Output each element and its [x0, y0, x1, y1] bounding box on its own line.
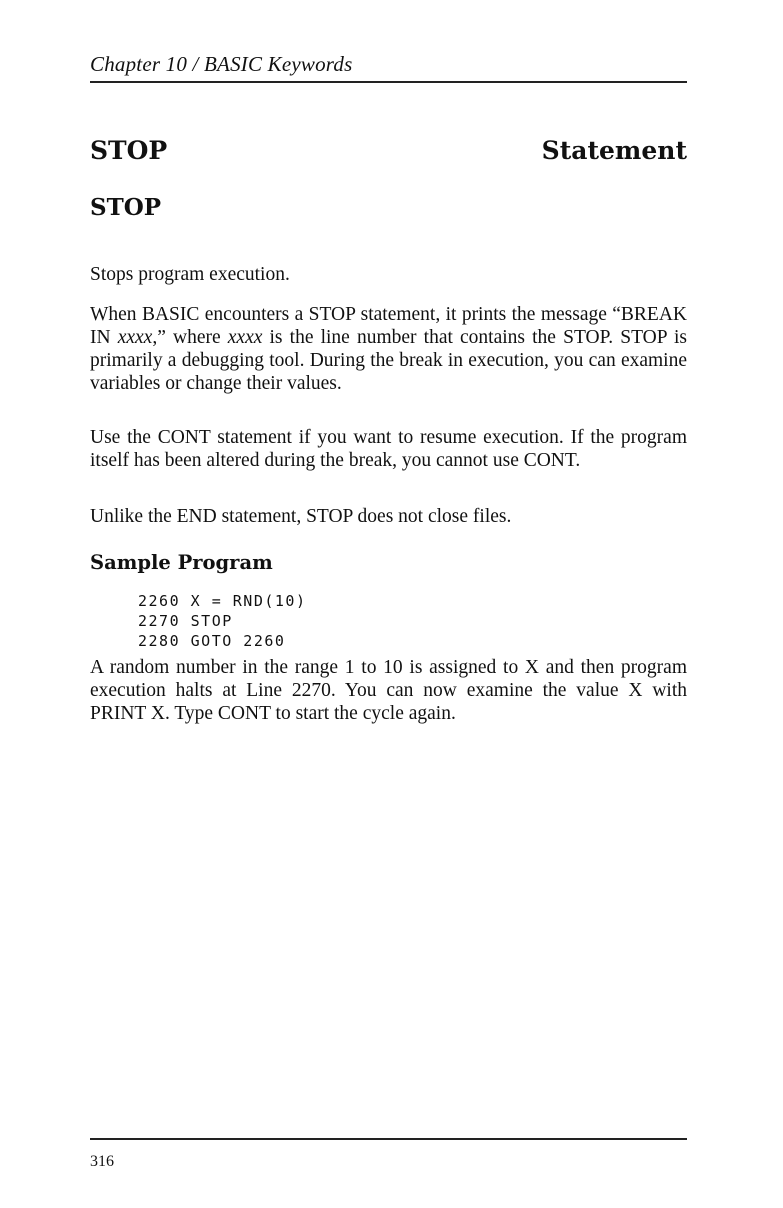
placeholder-variable: xxxx [117, 327, 153, 348]
cont-paragraph: Use the CONT statement if you want to resume execution. If the program itself has been altered during the break, you cannot use CONT. [90, 427, 687, 471]
text-segment: When BASIC encounters a STOP statement, it prints the message “BREAK IN [90, 304, 687, 348]
syntax-line: STOP [90, 194, 162, 221]
placeholder-variable: xxxx [227, 327, 263, 348]
sample-program-heading: Sample Program [90, 551, 273, 574]
keyword-category: Statement [541, 136, 687, 165]
header-rule [90, 81, 687, 83]
sample-explanation-paragraph: A random number in the range 1 to 10 is assigned to X and then program execution halts at Line 2270. You can now examine the value X with PRINT X. Type CONT to start the cycle again. [90, 657, 687, 724]
text-segment: ,” where [152, 327, 228, 348]
code-line: 2280 GOTO 2260 [138, 632, 286, 650]
page-number: 316 [90, 1153, 114, 1170]
footer-rule [90, 1138, 687, 1140]
code-line: 2270 STOP [138, 612, 233, 630]
running-header: Chapter 10 / BASIC Keywords [90, 52, 353, 76]
behavior-paragraph [90, 303, 687, 395]
description-paragraph: Stops program execution. [90, 264, 290, 285]
text-segment: is the line number that contains the STOP. STOP is primarily a debugging tool. During the break in execution, you can examine variables or change their values. [90, 327, 688, 394]
keyword-title: STOP [90, 136, 168, 165]
end-comparison-paragraph: Unlike the END statement, STOP does not close files. [90, 506, 512, 527]
code-line: 2260 X = RND(10) [138, 592, 307, 610]
code-listing [138, 591, 307, 651]
